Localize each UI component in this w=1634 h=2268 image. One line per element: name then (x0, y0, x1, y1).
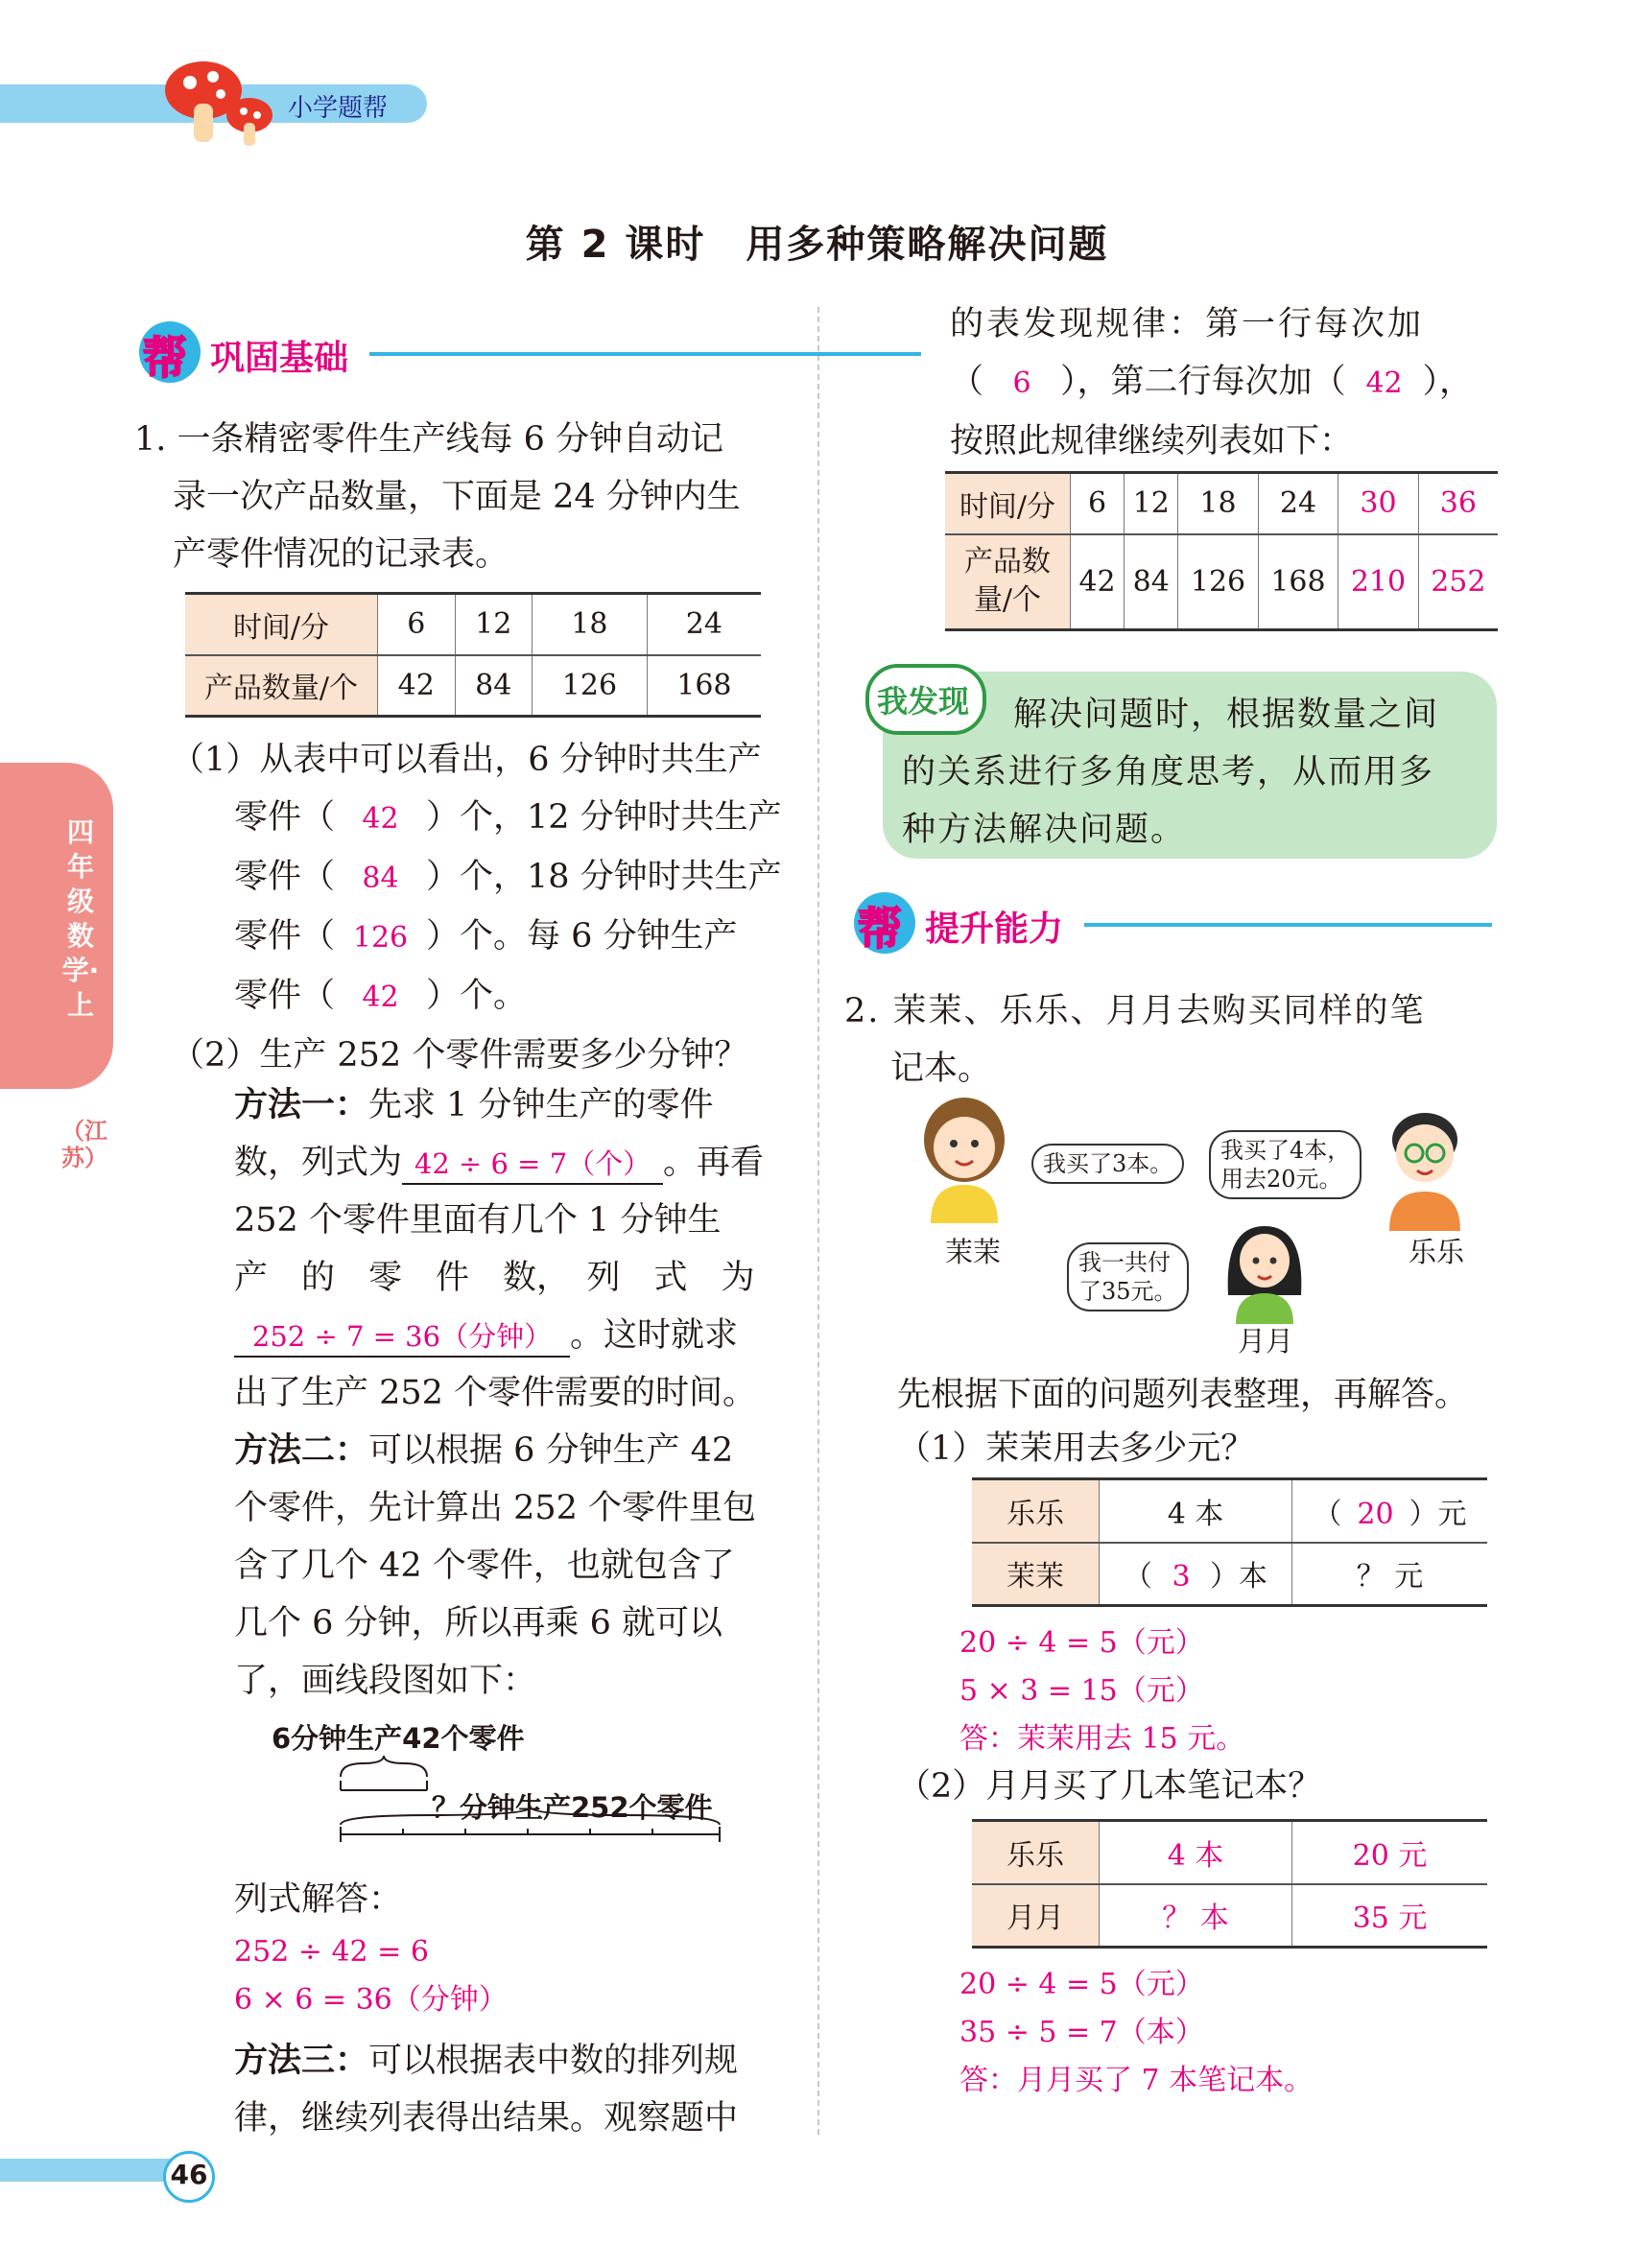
text-line: （1）茉茉用去多少元？ (897, 1429, 1255, 1468)
text: 零件（ (234, 858, 336, 896)
answer-blank: 126 (352, 921, 409, 955)
answer-line: 20 ÷ 4 = 5（元） (959, 1968, 1204, 2001)
answer-line: 5 × 3 = 15（元） (959, 1674, 1204, 1708)
q2-part2-question (897, 1758, 1321, 1815)
text: ）元 (1409, 1497, 1467, 1531)
text-line: 的表发现规律：第一行每次加 (950, 305, 1425, 343)
discover-tag-text: 我发现 (877, 683, 970, 720)
text: ）， (1422, 363, 1474, 401)
text-line: 列式解答： (234, 1880, 403, 1919)
text-line (234, 1422, 764, 1479)
text: 。再看 (663, 1144, 765, 1182)
diagram-label-bottom: ？分钟生产252个零件 (432, 1791, 713, 1824)
table-cell: 84 (1125, 534, 1178, 630)
table-answer-cell: 35 元 (1292, 1884, 1488, 1948)
table-answer-cell: 36 (1418, 473, 1498, 534)
table-cell: 18 (1178, 473, 1258, 534)
table-cell: 时间/分 (945, 473, 1071, 534)
table-answer-cell: 4 本 (1100, 1821, 1292, 1884)
text-line: 律，继续列表得出结果。观察题中 (234, 2099, 739, 2138)
table-cell: 42 (378, 655, 456, 717)
section-label: 提升能力 (925, 910, 1064, 949)
q1-part1 (171, 731, 782, 1084)
girl-momo-icon (912, 1094, 1017, 1228)
diagram-label-top: 6分钟生产42个零件 (272, 1722, 525, 1755)
table-cell: 12 (455, 594, 533, 655)
text-line (234, 1307, 764, 1364)
text-line: （1）从表中可以看出，6 分钟时共生产 (171, 741, 762, 779)
text-line (171, 967, 782, 1027)
bubble-text: 我一共付 (1078, 1249, 1171, 1276)
girl-yueyue-icon (1217, 1218, 1313, 1324)
method-title: 方法三： (234, 2042, 369, 2080)
brand-name: 小学题帮 (288, 94, 389, 123)
text: （ (1313, 1497, 1342, 1531)
method-1 (234, 1076, 764, 1710)
table-answer-cell: 252 (1418, 534, 1498, 630)
q1-continuation (950, 295, 1473, 470)
text-line: 的关系进行多角度思考，从而用多 (902, 753, 1435, 791)
table-cell: 4 本 (1100, 1479, 1292, 1543)
section-badge-text: 帮 (858, 903, 902, 955)
answer-line: 6 × 6 = 36（分钟） (234, 1983, 508, 2017)
q1-record-table (185, 592, 761, 718)
text-line: 出了生产 252 个零件需要的时间。 (234, 1374, 757, 1412)
text: 先求 1 分钟生产的零件 (368, 1086, 714, 1124)
text-line: 记本。 (890, 1050, 992, 1088)
table-cell: ？ 元 (1292, 1543, 1488, 1606)
text: 零件（ (234, 798, 336, 837)
text-line (171, 789, 782, 848)
table-answer-cell: 210 (1338, 534, 1418, 630)
text-line (171, 908, 782, 967)
text: 零件（ (234, 917, 336, 956)
text: ），第二行每次加（ (1060, 363, 1346, 401)
table-cell: 18 (533, 594, 648, 655)
text-line (234, 2032, 738, 2090)
side-tab-grade: 四年级数学·上 (61, 816, 100, 1021)
table-cell: 产品数量/个 (945, 534, 1071, 630)
bubble-text: 了35元。 (1078, 1278, 1177, 1305)
speech-bubble-momo (1031, 1144, 1184, 1184)
table-cell: 168 (1258, 534, 1338, 630)
table-cell: 24 (647, 594, 761, 655)
text: 数，列式为 (234, 1144, 403, 1182)
text-line: 种方法解决问题。 (902, 811, 1187, 849)
text: ）本 (1210, 1560, 1267, 1595)
text: 可以根据 6 分钟生产 42 (368, 1431, 734, 1470)
speech-bubble-lele (1209, 1130, 1362, 1199)
name-lele: 乐乐 (1409, 1236, 1465, 1268)
text-line: 产 的 零 件 数， 列 式 为 (234, 1259, 755, 1297)
text-line: 几个 6 分钟，所以再乘 6 就可以 (234, 1604, 723, 1642)
table-cell: 时间/分 (185, 594, 378, 655)
table-answer-cell: 30 (1338, 473, 1418, 534)
boy-lele-icon (1372, 1103, 1478, 1233)
q1-stem (134, 411, 741, 583)
method-title: 方法二： (234, 1431, 369, 1470)
q2-part2-answer (959, 1961, 1313, 2105)
table-cell: 茉茉 (972, 1543, 1100, 1606)
bubble-text: 我买了3本。 (1043, 1150, 1173, 1177)
text: 。这时就求 (570, 1316, 739, 1355)
side-tab-edition: （江苏） (61, 1118, 107, 1171)
text: 零件（ (234, 977, 336, 1015)
solve-section (234, 1871, 508, 2024)
table-cell: 6 (1071, 473, 1125, 534)
text: 可以根据表中数的排列规 (368, 2042, 739, 2080)
section-rule (369, 352, 921, 356)
text-line: 解决问题时，根据数量之间 (1013, 696, 1440, 734)
table-cell: 126 (1178, 534, 1258, 630)
table-cell: 6 (378, 594, 456, 655)
q1-stem-line: 录一次产品数量，下面是 24 分钟内生 (173, 478, 741, 516)
discover-text (902, 686, 1439, 859)
q1-extended-table (945, 471, 1498, 631)
table-cell: 月月 (972, 1884, 1100, 1948)
answer-underline: 42 ÷ 6 = 7（个） (402, 1145, 663, 1185)
text-line: 按照此规律继续列表如下： (950, 422, 1354, 461)
section-heading-basics (139, 321, 787, 384)
section-label: 巩固基础 (210, 339, 349, 378)
section-badge-text: 帮 (143, 332, 187, 384)
q2-part1-answer (959, 1619, 1244, 1763)
text-line: （2）生产 252 个零件需要多少分钟？ (171, 1036, 748, 1075)
text-line: （2）月月买了几本笔记本？ (897, 1767, 1322, 1806)
answer-line: 35 ÷ 5 = 7（本） (959, 2016, 1204, 2049)
answer-blank: 42 (1365, 366, 1403, 400)
table-cell: 84 (455, 655, 533, 717)
text-line (234, 1134, 764, 1192)
text-line: 先根据下面的问题列表整理，再解答。 (897, 1376, 1469, 1414)
mushroom-icon (163, 56, 278, 152)
table-answer-cell: ？ 本 (1100, 1884, 1292, 1948)
q2-body (897, 1366, 1468, 1477)
text-line: 252 个零件里面有几个 1 分钟生 (234, 1201, 722, 1240)
bubble-text: 用去20元。 (1220, 1166, 1342, 1193)
text-line: 个零件，先计算出 252 个零件里包 (234, 1489, 757, 1527)
answer-blank: 3 (1172, 1560, 1191, 1595)
q1-stem-line: 产零件情况的记录表。 (173, 535, 509, 574)
table-cell: 168 (647, 655, 761, 717)
name-yueyue: 月月 (1238, 1325, 1294, 1358)
text: （ (950, 363, 984, 401)
answer-line: 答：月月买了 7 本笔记本。 (959, 2064, 1314, 2097)
answer-blank: 20 (1357, 1497, 1394, 1531)
name-momo: 茉茉 (945, 1236, 1002, 1268)
answer-blank: 84 (362, 862, 399, 895)
section-rule (1084, 923, 1492, 927)
table-cell: 42 (1071, 534, 1125, 630)
section-heading-advance (854, 892, 1497, 955)
answer-blank: 6 (1012, 366, 1031, 400)
column-divider (817, 307, 819, 2135)
page-number: 46 (170, 2159, 208, 2190)
answer-line: 答：茉茉用去 15 元。 (959, 1722, 1245, 1756)
table-cell: 126 (533, 655, 648, 717)
q2-stem (844, 982, 1426, 1098)
text: ）个，12 分钟时共生产 (426, 798, 782, 837)
text: ）个。 (426, 977, 528, 1015)
table-cell: 12 (1125, 473, 1178, 534)
q1-stem-line: 1. 一条精密零件生产线每 6 分钟自动记 (134, 420, 724, 459)
q2-table-1 (972, 1477, 1487, 1607)
table-answer-cell: 20 元 (1292, 1821, 1488, 1884)
answer-underline: 252 ÷ 7 = 36（分钟） (234, 1317, 570, 1358)
text: （ (1124, 1560, 1152, 1595)
text-line (950, 353, 1473, 413)
answer-line: 20 ÷ 4 = 5（元） (959, 1626, 1204, 1660)
q2-table-2 (972, 1819, 1487, 1949)
table-cell: 产品数量/个 (185, 655, 378, 717)
text-line: 了，画线段图如下： (234, 1662, 537, 1700)
text: ）个，18 分钟时共生产 (426, 858, 782, 896)
method-3 (234, 2032, 738, 2147)
bubble-text: 我买了4本， (1220, 1137, 1351, 1164)
text-line (234, 1076, 764, 1134)
table-cell: 24 (1258, 473, 1338, 534)
table-cell (1292, 1479, 1488, 1543)
text-line (171, 848, 782, 908)
table-cell: 乐乐 (972, 1821, 1100, 1884)
text: ）个。每 6 分钟生产 (426, 917, 738, 956)
table-cell (1100, 1543, 1292, 1606)
method-title: 方法一： (234, 1086, 369, 1124)
text-line: 2. 茉茉、乐乐、月月去购买同样的笔 (844, 992, 1426, 1030)
speech-bubble-yueyue (1067, 1242, 1189, 1311)
table-cell: 乐乐 (972, 1479, 1100, 1543)
answer-blank: 42 (362, 980, 399, 1014)
page-title: 第 2 课时 用多种策略解决问题 (525, 223, 1109, 267)
text-line: 含了几个 42 个零件，也就包含了 (234, 1547, 735, 1585)
answer-blank: 42 (362, 802, 399, 836)
answer-line: 252 ÷ 42 = 6 (234, 1935, 429, 1969)
